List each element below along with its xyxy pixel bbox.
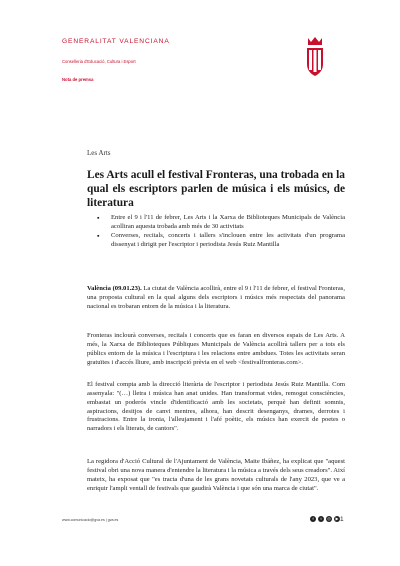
highlights-list [97, 214, 345, 250]
generalitat-logo-icon [304, 36, 326, 78]
facebook-icon[interactable]: f [310, 516, 316, 522]
footer-contact: www.comunicacio@gva.es | gva.es [62, 518, 119, 522]
dateline: València (09.01.23). [87, 285, 142, 292]
social-icons [310, 516, 340, 522]
document-type: Nota de premsa [62, 77, 94, 82]
organization-name: GENERALITAT VALENCIANA [62, 38, 170, 45]
bullet-icon: ▪ [97, 214, 100, 222]
list-item [97, 232, 345, 250]
youtube-icon[interactable]: ▶ [335, 516, 339, 521]
paragraph-lead [87, 285, 345, 312]
article-section: Les Arts [87, 149, 111, 157]
paragraph: El festival compta amb la direcció literària de l'escriptor i periodista Jesús Ruiz Mantilla. Com assenyala: "(…) lletra i música han anat unides. Han transformat vides, remogut consciències, embastat un poderós vincle d'identificació amb les societats, perquè han definit somnis, aspiracions, desitjos de canvi mentres, alhora, han descrit desenganys, drames, derrotes i frustracions. Entre la ironia, l'alleujament i l'afé poètic, els músics han exercit de poetes o narradors i els literats, de cantors". [87, 381, 345, 433]
list-item [97, 214, 345, 232]
bullet-icon: ▪ [97, 231, 100, 240]
paragraph-text: La ciutat de València acollirà, entre el 9 i l'11 de febrer, el festival Fronteras, una proposta cultural en la qual alguns dels escriptors i músics més respectats del panorama nacional es trobaran entorn de la música i la literatura. [87, 285, 345, 310]
twitter-icon[interactable]: t [318, 516, 324, 522]
department-name: Conselleria d'Educació, Cultura i Esport [62, 59, 136, 64]
article-title: Les Arts acull el festival Fronteras, una trobada en la qual els escriptors parlen de música i els músics, de literatura [87, 169, 345, 210]
page-number: 1 [340, 516, 344, 523]
paragraph: La regidora d'Acció Cultural de l'Ajuntament de València, Maite Ibáñez, ha explicat que "aquest festival obri una nova manera d'entendre la literatura i la música a través dels seus creadors". Així mateix, ha exposat que "es tracta d'una de les grans novetats culturals de l'any 2023, que ve a enriquir l'ampli ventall de festivals que gaudirà València i que són una marca de ciutat". [87, 458, 345, 492]
bullet-text: Entre el 9 i l'11 de febrer, Les Arts i la Xarxa de Biblioteques Municipals de València acolliran aquesta trobada amb més de 30 activitats [111, 214, 345, 230]
instagram-icon[interactable]: ◎ [327, 516, 331, 521]
bullet-text: Converses, recitals, concerts i tallers s'inclouen entre les activitats d'un programa dissenyat i dirigit per l'escriptor i periodista Jesús Ruiz Mantilla [111, 231, 345, 248]
paragraph: Fronteras inclourà converses, recitals i concerts que es faran en diversos espais de Les Arts. A més, la Xarxa de Biblioteques Públiques Municipals de València acollirà tallers per a tots els públics entorn de la música i l'escriptura i les relacions entre ambdues. Totes les activitats seran gratuïtes i d'accés lliure, amb inscripció prèvia en el web <festivalfronteras.com>. [87, 332, 345, 366]
